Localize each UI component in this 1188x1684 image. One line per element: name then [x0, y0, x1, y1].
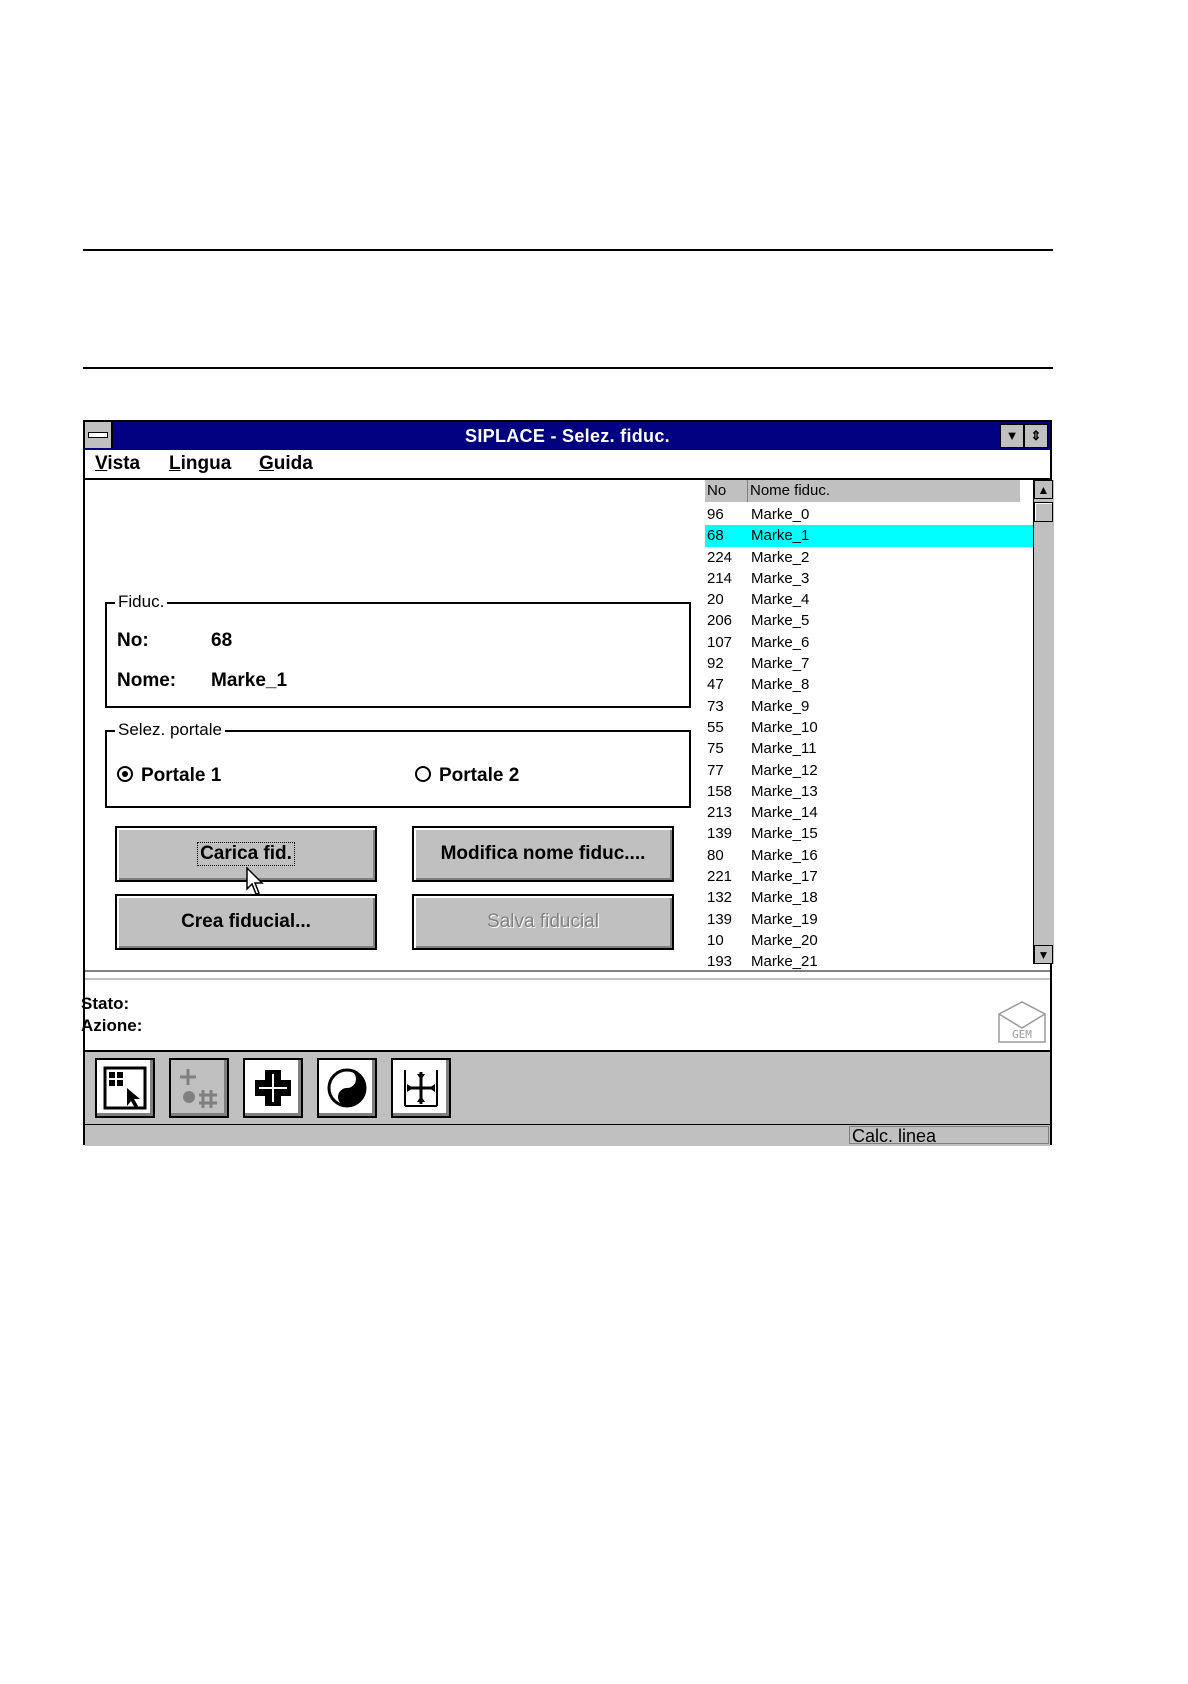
list-item-no: 80	[707, 846, 724, 864]
fiducial-group	[105, 592, 691, 708]
list-header-name[interactable]: Nome fiduc.	[750, 482, 831, 499]
list-item-name: Marke_7	[751, 655, 810, 673]
list-item-no: 107	[707, 633, 733, 651]
list-item[interactable]	[705, 717, 1035, 738]
fiducial-grid-tool[interactable]	[169, 1058, 229, 1118]
split-divider[interactable]	[85, 970, 1050, 980]
menu-lingua[interactable]: Lingua	[169, 453, 232, 474]
list-item-name: Marke_0	[751, 506, 810, 523]
list-item-name: Marke_17	[751, 868, 818, 886]
list-item-name: Marke_20	[751, 931, 818, 949]
top-rule	[83, 249, 1053, 251]
rename-fiducial-label: Modifica nome fiduc....	[440, 843, 646, 864]
list-item[interactable]	[705, 930, 1035, 951]
list-item[interactable]	[705, 547, 1035, 568]
fiducial-name-label: Nome:	[117, 670, 177, 691]
save-fiducial-button	[412, 894, 674, 950]
list-item-name: Marke_5	[751, 612, 810, 630]
save-fiducial-label: Salva fiducial	[487, 911, 599, 932]
list-item[interactable]	[705, 674, 1035, 695]
list-item[interactable]	[705, 568, 1035, 589]
portale-1-radio[interactable]	[117, 766, 133, 782]
list-scrollbar[interactable]	[1033, 480, 1054, 964]
select-cursor-tool[interactable]	[95, 1058, 155, 1118]
list-item[interactable]	[705, 909, 1035, 930]
list-item-name: Marke_3	[751, 569, 810, 587]
center-align-icon	[399, 1066, 443, 1110]
list-rows	[705, 504, 1035, 970]
list-item-name: Marke_15	[751, 825, 818, 843]
mouse-pointer-icon	[246, 867, 268, 897]
list-item-no: 193	[707, 953, 733, 970]
list-item-no: 132	[707, 889, 733, 907]
list-item-name: Marke_8	[751, 676, 810, 694]
list-item[interactable]	[705, 653, 1035, 674]
list-item-no: 221	[707, 868, 733, 886]
fiducial-no-label: No:	[117, 630, 149, 651]
list-item-no: 47	[707, 676, 724, 694]
fiducial-no-value: 68	[211, 630, 233, 651]
gem-mail-icon[interactable]	[997, 1000, 1047, 1044]
create-fiducial-button[interactable]	[115, 894, 377, 950]
list-item-no: 73	[707, 697, 724, 715]
list-header-no[interactable]: No	[707, 482, 727, 499]
scroll-thumb[interactable]	[1034, 502, 1053, 522]
radio-selected-dot	[122, 771, 128, 777]
create-fiducial-label: Crea fiducial...	[181, 911, 311, 932]
cross-tool[interactable]	[243, 1058, 303, 1118]
list-item-name: Marke_10	[751, 718, 818, 736]
list-item-name: Marke_18	[751, 889, 818, 907]
action-label: Azione:	[81, 1016, 143, 1035]
toolbar	[85, 1050, 1050, 1124]
bottom-rule	[83, 367, 1053, 369]
portale-2-radio[interactable]	[415, 766, 431, 782]
list-item[interactable]	[705, 760, 1035, 781]
list-item-no: 10	[707, 931, 724, 949]
list-item-no: 77	[707, 761, 724, 779]
list-item[interactable]	[705, 845, 1035, 866]
list-item-no: 224	[707, 548, 733, 566]
list-item[interactable]	[705, 781, 1035, 802]
list-item[interactable]	[705, 525, 1035, 546]
menu-vista[interactable]: Vista	[95, 453, 141, 474]
yinyang-tool[interactable]	[317, 1058, 377, 1118]
list-item-name: Marke_16	[751, 846, 818, 864]
list-item[interactable]	[705, 823, 1035, 844]
list-item-name: Marke_9	[751, 697, 810, 715]
list-item[interactable]	[705, 610, 1035, 631]
list-item-no: 158	[707, 782, 733, 800]
list-item-name: Marke_1	[751, 527, 810, 545]
list-item-name: Marke_21	[751, 953, 818, 970]
menu-bar	[85, 450, 1050, 480]
portal-group	[105, 720, 691, 808]
menu-guida[interactable]: Guida	[259, 453, 313, 474]
list-item-no: 55	[707, 718, 724, 736]
window-title: SIPLACE - Selez. fiduc.	[465, 426, 670, 446]
status-bar	[85, 1124, 1050, 1146]
list-item-name: Marke_6	[751, 633, 810, 651]
gem-label: GEM	[1012, 1028, 1032, 1041]
list-item[interactable]	[705, 866, 1035, 887]
list-item-no: 75	[707, 740, 724, 758]
list-item[interactable]	[705, 887, 1035, 908]
portale-2-label[interactable]: Portale 2	[439, 765, 520, 786]
scroll-up-icon[interactable]: ▲	[1034, 480, 1053, 499]
list-item-no: 92	[707, 655, 724, 673]
list-item[interactable]	[705, 504, 1035, 525]
title-bar[interactable]	[85, 422, 1050, 450]
minimize-button[interactable]: ▼	[1000, 424, 1024, 448]
list-item[interactable]	[705, 802, 1035, 823]
list-item-no: 20	[707, 591, 724, 609]
list-item-name: Marke_14	[751, 804, 818, 822]
select-cursor-icon	[103, 1066, 147, 1110]
list-item[interactable]	[705, 738, 1035, 759]
list-item[interactable]	[705, 696, 1035, 717]
list-item-no: 96	[707, 506, 724, 523]
list-item-no: 214	[707, 569, 733, 587]
rename-fiducial-button[interactable]	[412, 826, 674, 882]
fiducial-name-value: Marke_1	[211, 670, 288, 691]
portal-group-legend: Selez. portale	[115, 720, 225, 740]
list-item-no: 139	[707, 910, 733, 928]
list-item-no: 206	[707, 612, 733, 630]
calc-line-field: Calc. linea	[849, 1126, 1049, 1144]
load-fiducial-label: Carica fid.	[197, 842, 295, 866]
fiducial-list[interactable]	[705, 480, 1035, 970]
state-label: Stato:	[81, 994, 130, 1013]
list-item[interactable]	[705, 951, 1035, 970]
list-item-name: Marke_19	[751, 910, 818, 928]
fiducial-grid-icon	[177, 1066, 221, 1110]
list-item-name: Marke_4	[751, 591, 810, 609]
yinyang-icon	[325, 1066, 369, 1110]
list-item-name: Marke_12	[751, 761, 818, 779]
list-header-separator	[747, 480, 748, 502]
list-item-no: 139	[707, 825, 733, 843]
fiducial-group-legend: Fiduc.	[115, 592, 167, 612]
cross-icon	[251, 1066, 295, 1110]
center-align-tool[interactable]	[391, 1058, 451, 1118]
list-item-name: Marke_11	[751, 740, 817, 758]
scroll-down-icon[interactable]: ▼	[1034, 945, 1053, 964]
maximize-button[interactable]: ⇕	[1024, 424, 1048, 448]
list-header	[705, 480, 1020, 502]
list-item[interactable]	[705, 589, 1035, 610]
list-item-no: 68	[707, 527, 724, 545]
list-item-name: Marke_2	[751, 548, 810, 566]
list-item[interactable]	[705, 632, 1035, 653]
siplace-window	[83, 420, 1052, 1145]
list-item-no: 213	[707, 804, 733, 822]
list-item-name: Marke_13	[751, 782, 818, 800]
portale-1-label[interactable]: Portale 1	[141, 765, 222, 786]
